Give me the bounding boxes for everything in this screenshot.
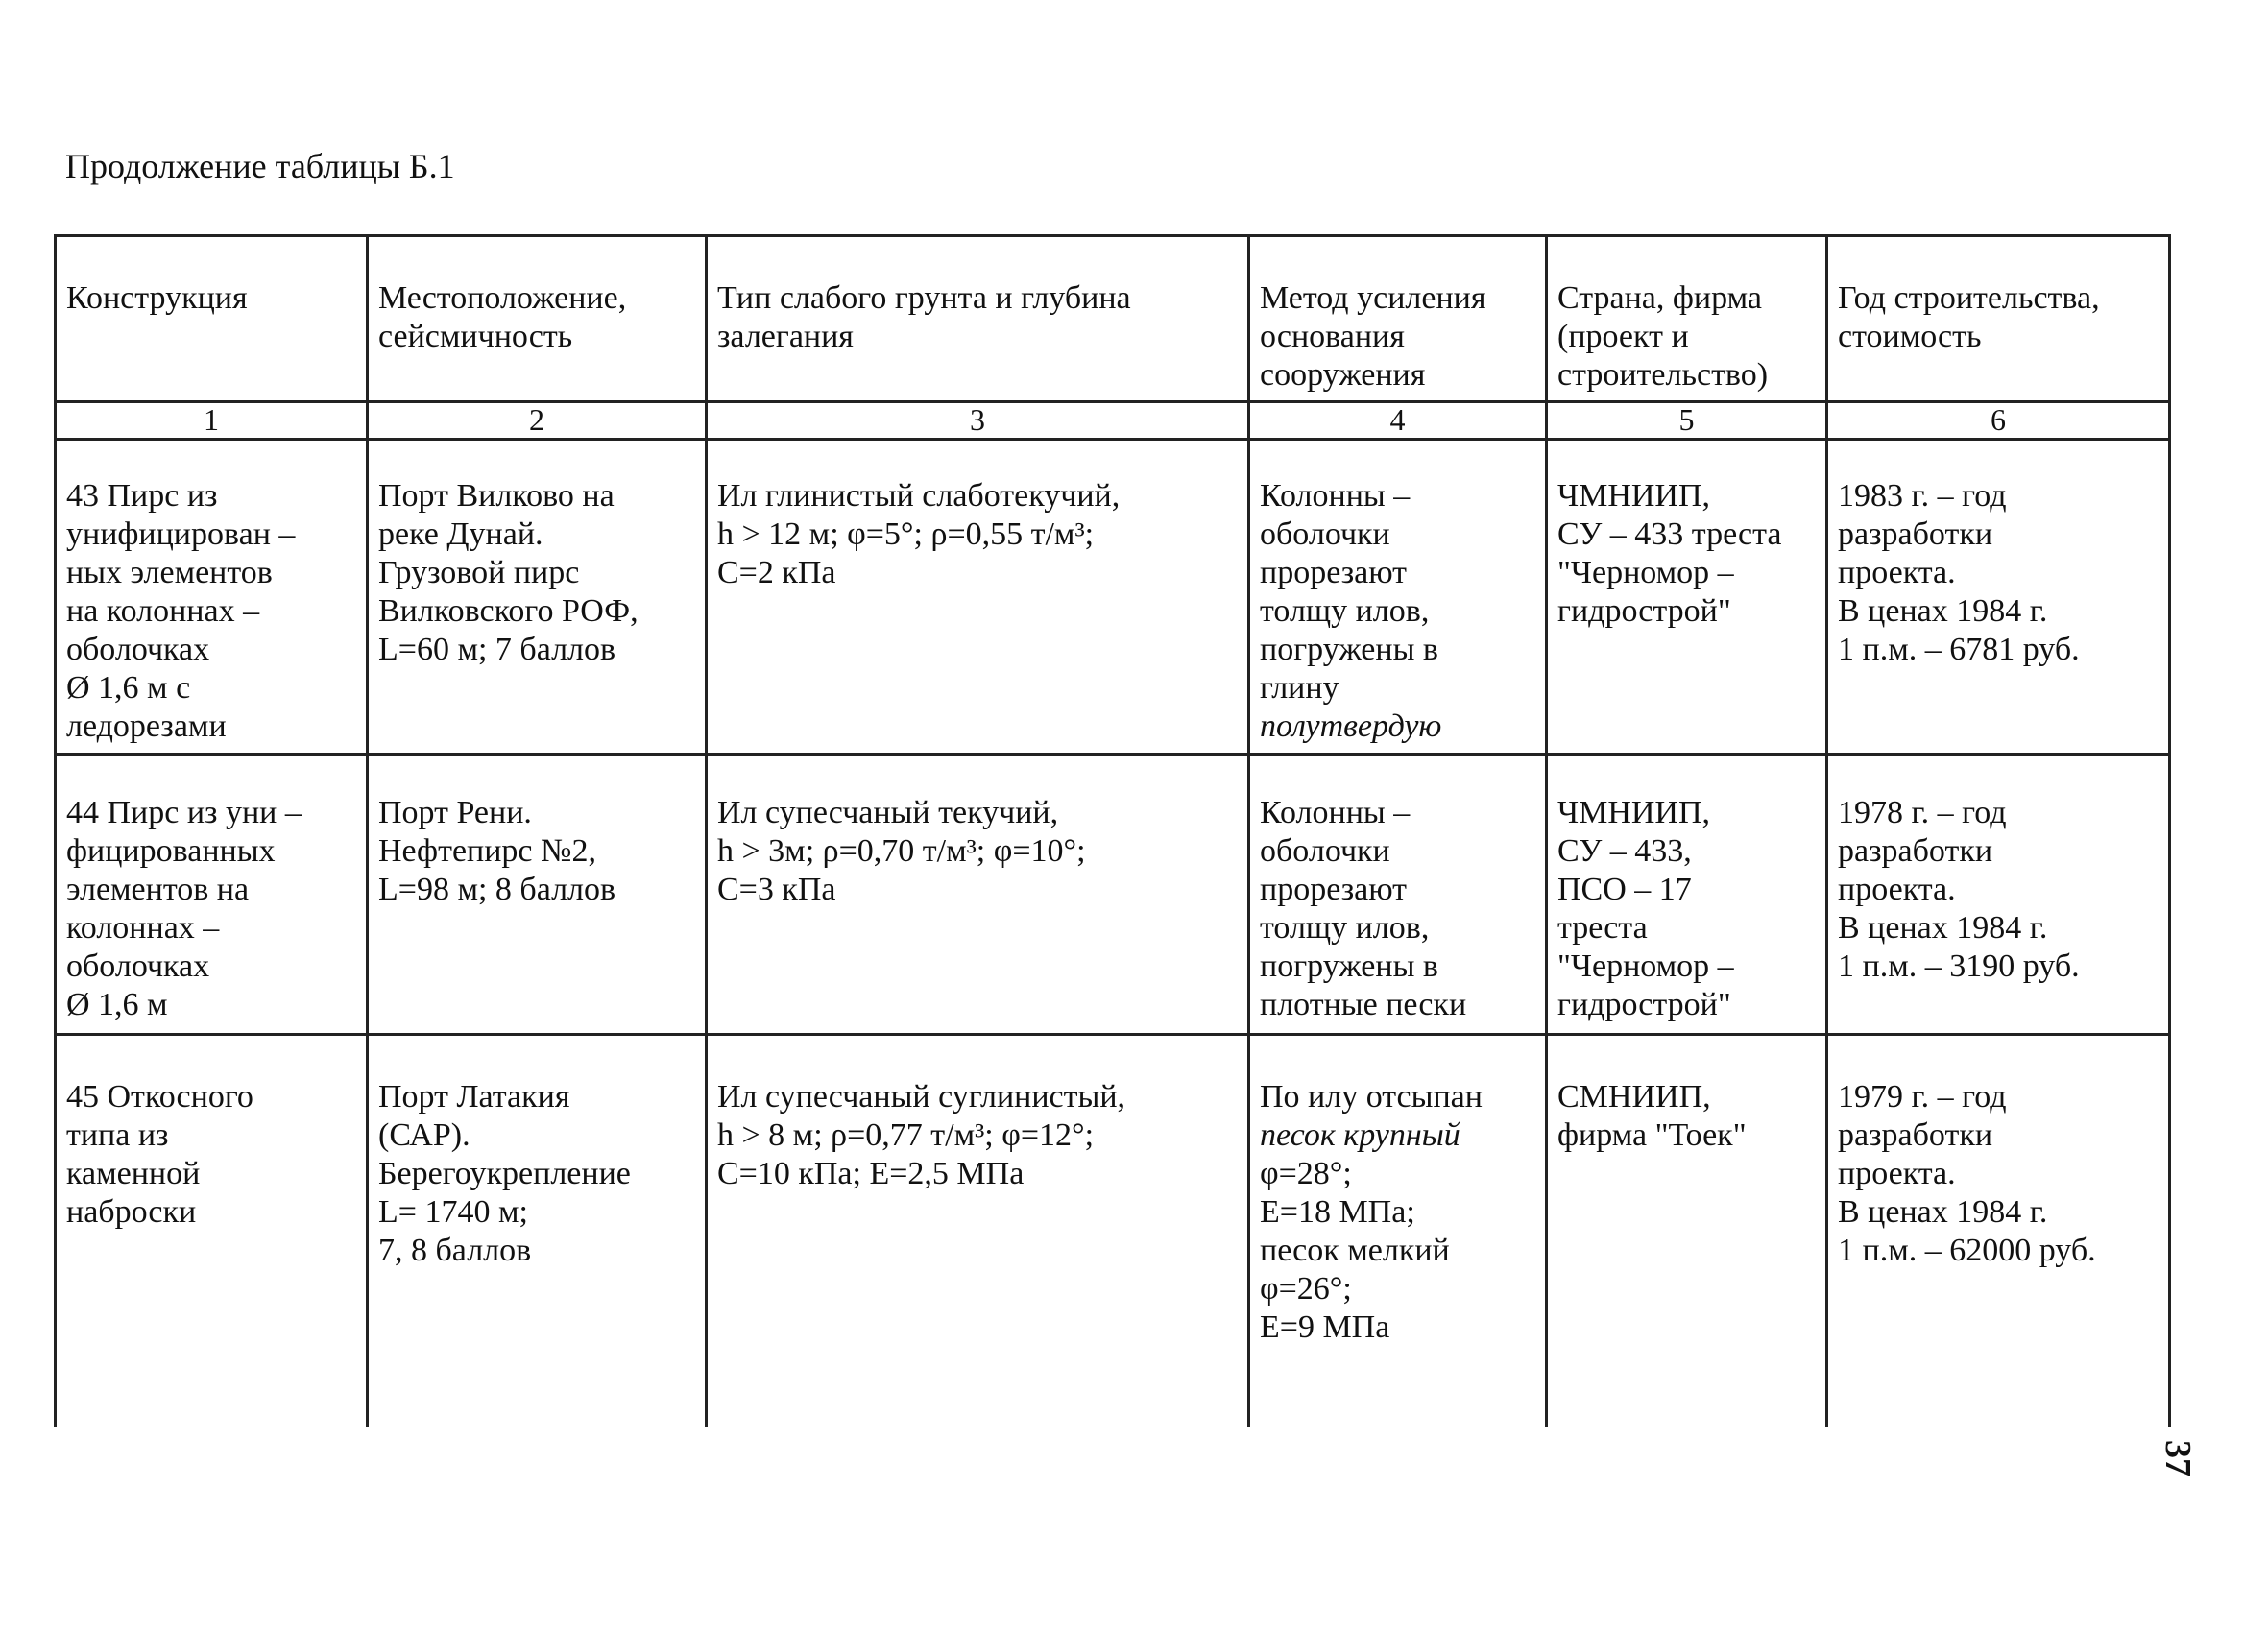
column-number: 2 (368, 402, 707, 440)
cell-line: 1 п.м. – 62000 руб. (1838, 1233, 2096, 1268)
cell-line: Нефтепирс №2, (378, 833, 596, 869)
cell-line: полутвердую (1260, 708, 1442, 744)
column-header (368, 236, 707, 402)
column-header-line: Местоположение, (378, 280, 627, 316)
cell-line: Е=9 МПа (1260, 1309, 1390, 1345)
cell-line: проекта. (1838, 555, 1956, 590)
cell-line: По илу отсыпан (1260, 1079, 1483, 1115)
table-cell (1249, 755, 1547, 1035)
column-header-line: Тип слабого грунта и глубина (717, 280, 1131, 316)
cell-line: Ил супесчаный суглинистый, (717, 1079, 1126, 1115)
column-number: 6 (1827, 402, 2170, 440)
cell-line: Колонны – (1260, 795, 1411, 830)
cell-line: 1 п.м. – 3190 руб. (1838, 948, 2080, 984)
cell-line: Ил глинистый слаботекучий, (717, 478, 1121, 514)
cell-line: оболочках (66, 948, 210, 984)
table-caption: Продолжение таблицы Б.1 (65, 147, 455, 185)
table-cell (1547, 755, 1827, 1035)
cell-line: ЧМНИИП, (1557, 478, 1711, 514)
cell-line: "Черномор – (1557, 948, 1734, 984)
cell-line: СМНИИП, (1557, 1079, 1711, 1115)
table-row (56, 1035, 2170, 1427)
cell-line: "Черномор – (1557, 555, 1734, 590)
cell-line: L=60 м; 7 баллов (378, 632, 616, 667)
table-row (56, 440, 2170, 755)
column-header-line: Метод усиления (1260, 280, 1486, 316)
cell-line: колоннах – (66, 910, 220, 946)
table-cell (368, 440, 707, 755)
cell-line: Ø 1,6 м (66, 987, 168, 1022)
cell-line: L=98 м; 8 баллов (378, 872, 616, 907)
cell-line: разработки (1838, 1117, 1993, 1153)
header-row (56, 236, 2170, 402)
cell-line: L= 1740 м; (378, 1194, 528, 1230)
cell-line: СУ – 433 треста (1557, 516, 1782, 552)
table-cell (707, 755, 1249, 1035)
cell-line: толщу илов, (1260, 910, 1430, 946)
cell-line: оболочках (66, 632, 210, 667)
table-cell (707, 1035, 1249, 1427)
cell-line: на колоннах – (66, 593, 260, 629)
data-table (54, 234, 2171, 1427)
table-cell (1827, 755, 2170, 1035)
cell-line: Колонны – (1260, 478, 1411, 514)
column-header (1547, 236, 1827, 402)
column-header-line: (проект и (1557, 319, 1689, 354)
cell-line: ледорезами (66, 708, 227, 744)
cell-line: песок крупный (1260, 1117, 1460, 1153)
cell-line: каменной (66, 1156, 201, 1191)
cell-line: Порт Рени. (378, 795, 532, 830)
cell-line: наброски (66, 1194, 197, 1230)
cell-line: погружены в (1260, 632, 1438, 667)
table-cell (368, 755, 707, 1035)
cell-line: φ=28°; (1260, 1156, 1352, 1191)
cell-line: 44 Пирс из уни – (66, 795, 302, 830)
cell-line: ных элементов (66, 555, 273, 590)
column-header (1827, 236, 2170, 402)
cell-line: В ценах 1984 г. (1838, 910, 2048, 946)
column-number-row (56, 402, 2170, 440)
table-cell (368, 1035, 707, 1427)
table-cell (1827, 440, 2170, 755)
cell-line: треста (1557, 910, 1648, 946)
cell-line: 7, 8 баллов (378, 1233, 532, 1268)
cell-line: С=10 кПа; Е=2,5 МПа (717, 1156, 1025, 1191)
cell-line: h > 3м; ρ=0,70 т/м³; φ=10°; (717, 833, 1086, 869)
cell-line: фирма "Тоек" (1557, 1117, 1747, 1153)
cell-line: песок мелкий (1260, 1233, 1450, 1268)
cell-line: разработки (1838, 833, 1993, 869)
cell-line: проекта. (1838, 872, 1956, 907)
cell-line: 1978 г. – год (1838, 795, 2007, 830)
column-header-line: залегания (717, 319, 854, 354)
cell-line: прорезают (1260, 872, 1408, 907)
cell-line: Е=18 МПа; (1260, 1194, 1415, 1230)
cell-line: разработки (1838, 516, 1993, 552)
column-number: 3 (707, 402, 1249, 440)
table-cell (1547, 1035, 1827, 1427)
cell-line: (САР). (378, 1117, 470, 1153)
table-cell (1547, 440, 1827, 755)
cell-line: h > 12 м; φ=5°; ρ=0,55 т/м³; (717, 516, 1095, 552)
cell-line: реке Дунай. (378, 516, 543, 552)
column-number: 4 (1249, 402, 1547, 440)
data-table-container (54, 234, 2168, 1427)
cell-line: СУ – 433, (1557, 833, 1692, 869)
cell-line: Ø 1,6 м с (66, 670, 191, 706)
column-header-line: сооружения (1260, 357, 1426, 393)
table-cell (707, 440, 1249, 755)
cell-line: 43 Пирс из (66, 478, 218, 514)
table-body (56, 440, 2170, 1427)
column-number: 1 (56, 402, 368, 440)
column-header-line: Страна, фирма (1557, 280, 1762, 316)
table-cell (56, 755, 368, 1035)
column-header (707, 236, 1249, 402)
cell-line: фицированных (66, 833, 276, 869)
cell-line: Грузовой пирс (378, 555, 580, 590)
cell-line: В ценах 1984 г. (1838, 1194, 2048, 1230)
cell-line: типа из (66, 1117, 169, 1153)
cell-line: 45 Откосного (66, 1079, 253, 1115)
cell-line: погружены в (1260, 948, 1438, 984)
column-header-line: Год строительства, (1838, 280, 2100, 316)
cell-line: Вилковского РОФ, (378, 593, 639, 629)
cell-line: Берегоукрепление (378, 1156, 631, 1191)
cell-line: Порт Вилково на (378, 478, 615, 514)
cell-line: ПСО – 17 (1557, 872, 1692, 907)
table-cell (1827, 1035, 2170, 1427)
column-header-line: основания (1260, 319, 1405, 354)
cell-line: Порт Латакия (378, 1079, 570, 1115)
cell-line: унифицирован – (66, 516, 296, 552)
cell-line: проекта. (1838, 1156, 1956, 1191)
column-header-line: строительство) (1557, 357, 1769, 393)
table-cell (56, 1035, 368, 1427)
cell-line: ЧМНИИП, (1557, 795, 1711, 830)
cell-line: гидрострой" (1557, 987, 1731, 1022)
cell-line: прорезают (1260, 555, 1408, 590)
column-number: 5 (1547, 402, 1827, 440)
cell-line: Ил супесчаный текучий, (717, 795, 1059, 830)
cell-line: С=3 кПа (717, 872, 836, 907)
cell-line: h > 8 м; ρ=0,77 т/м³; φ=12°; (717, 1117, 1095, 1153)
cell-line: φ=26°; (1260, 1271, 1352, 1307)
cell-line: 1979 г. – год (1838, 1079, 2007, 1115)
column-header-line: сейсмичность (378, 319, 573, 354)
table-cell (56, 440, 368, 755)
column-header-line: Конструкция (66, 280, 248, 316)
column-header (56, 236, 368, 402)
cell-line: оболочки (1260, 833, 1390, 869)
cell-line: В ценах 1984 г. (1838, 593, 2048, 629)
table-row (56, 755, 2170, 1035)
cell-line: элементов на (66, 872, 250, 907)
cell-line: толщу илов, (1260, 593, 1430, 629)
cell-line: глину (1260, 670, 1339, 706)
cell-line: гидрострой" (1557, 593, 1731, 629)
cell-line: С=2 кПа (717, 555, 836, 590)
cell-line: 1 п.м. – 6781 руб. (1838, 632, 2080, 667)
cell-line: 1983 г. – год (1838, 478, 2007, 514)
cell-line: оболочки (1260, 516, 1390, 552)
page-number: 37 (2158, 1440, 2198, 1476)
column-header (1249, 236, 1547, 402)
column-header-line: стоимость (1838, 319, 1982, 354)
table-cell (1249, 1035, 1547, 1427)
table-cell (1249, 440, 1547, 755)
cell-line: плотные пески (1260, 987, 1467, 1022)
